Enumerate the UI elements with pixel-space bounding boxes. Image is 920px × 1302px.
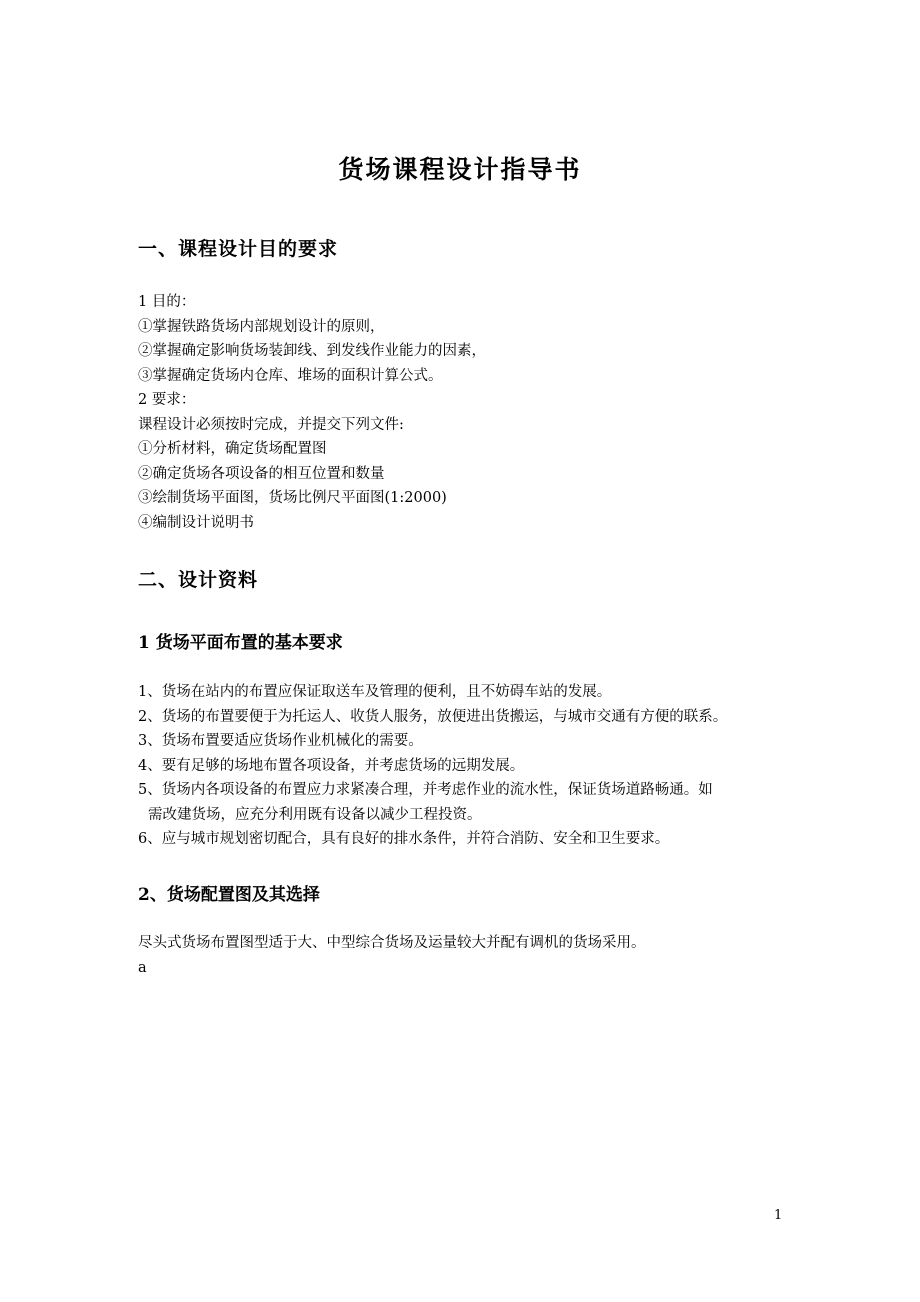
section1-line: 课程设计必须按时完成，并提交下列文件: [138, 416, 404, 433]
section1-line: ④编制设计说明书 [138, 514, 254, 531]
document-title: 货场课程设计指导书 [338, 155, 582, 184]
list-item-continuation: 需改建货场，应充分利用既有设备以减少工程投资。 [148, 806, 482, 823]
section1-line: ②掌握确定影响货场装卸线、到发线作业能力的因素， [138, 343, 486, 359]
section1-line: 1 目的： [138, 294, 196, 310]
section1-line: ①掌握铁路货场内部规划设计的原则， [138, 318, 385, 335]
list-item: 2、货场的布置要便于为托运人、收货人服务，放便进出货搬运，与城市交通有方便的联系。 [138, 708, 728, 725]
section1-line: ③绘制货场平面图，货场比例尺平面图(1:2000) [138, 490, 447, 506]
subsection2-body [138, 931, 798, 980]
subsection1-heading: 1 货场平面布置的基本要求 [138, 633, 343, 653]
section1-line: ②确定货场各项设备的相互位置和数量 [138, 465, 385, 482]
subsection1-list [138, 680, 798, 852]
list-item: 4、要有足够的场地布置各项设备，并考虑货场的远期发展。 [138, 757, 525, 774]
section1-heading: 一、课程设计目的要求 [138, 238, 339, 260]
paragraph-line: a [138, 959, 147, 976]
list-item: 3、货场布置要适应货场作业机械化的需要。 [138, 733, 423, 749]
paragraph-line: 尽头式货场布置图型适于大、中型综合货场及运量较大并配有调机的货场采用。 [138, 935, 646, 951]
page-number: 1 [774, 1208, 783, 1223]
section1-line: 2 要求： [138, 392, 196, 408]
list-item: 6、应与城市规划密切配合，具有良好的排水条件，并符合消防、安全和卫生要求。 [138, 831, 670, 847]
section2-heading: 二、设计资料 [138, 569, 259, 591]
list-item: 5、货场内各项设备的布置应力求紧凑合理，并考虑作业的流水性，保证货场道路畅通。如 [138, 782, 713, 798]
section1-line: ①分析材料，确定货场配置图 [138, 441, 327, 457]
section1-body [138, 290, 798, 535]
subsection2-heading: 2、货场配置图及其选择 [138, 885, 320, 905]
section1-line: ③掌握确定货场内仓库、堆场的面积计算公式。 [138, 367, 443, 384]
list-item: 1、货场在站内的布置应保证取送车及管理的便利，且不妨碍车站的发展。 [138, 684, 612, 700]
